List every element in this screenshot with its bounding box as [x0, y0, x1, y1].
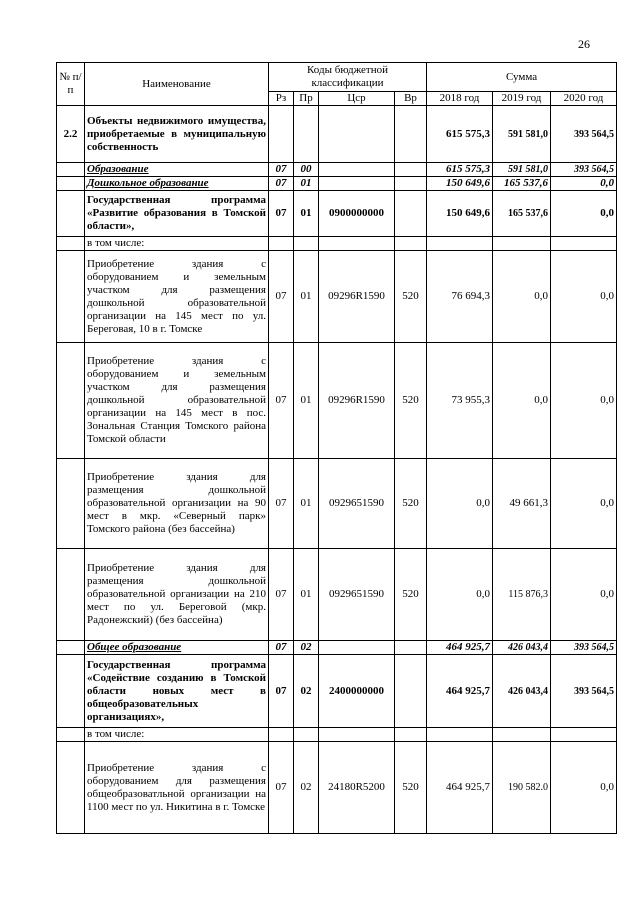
row-csr: 09296R1590 [319, 343, 395, 459]
row-pr: 02 [294, 655, 319, 728]
row-rz: 07 [269, 459, 294, 549]
row-2019: 0,0 [493, 251, 551, 343]
row-pr: 00 [294, 163, 319, 177]
row-2018 [427, 237, 493, 251]
header-pr: Пр [294, 92, 319, 106]
row-2018: 0,0 [427, 459, 493, 549]
table-row [57, 728, 617, 742]
row-name: Общее образование [85, 641, 269, 655]
header-2018: 2018 год [427, 92, 493, 106]
row-rz: 07 [269, 742, 294, 834]
row-rz: 07 [269, 549, 294, 641]
row-vr [395, 191, 427, 237]
row-name: Дошкольное образование [85, 177, 269, 191]
row-2020 [551, 237, 617, 251]
row-csr: 0929651590 [319, 459, 395, 549]
row-2020: 0,0 [551, 549, 617, 641]
row-vr: 520 [395, 343, 427, 459]
row-2019: 591 581,0 [493, 106, 551, 163]
row-no [57, 343, 85, 459]
row-csr [319, 177, 395, 191]
row-no [57, 655, 85, 728]
row-2020: 0,0 [551, 742, 617, 834]
row-rz: 07 [269, 251, 294, 343]
row-2019: 165 537,6 [493, 177, 551, 191]
table-row [57, 549, 617, 641]
header-2020: 2020 год [551, 92, 617, 106]
row-rz: 07 [269, 163, 294, 177]
row-pr: 01 [294, 549, 319, 641]
table-row [57, 655, 617, 728]
row-vr [395, 237, 427, 251]
row-name: Приобретение здания с оборудованием для размещения общеобразоватльной организации на 1100 мест по ул. Никитина в г. Томске [85, 742, 269, 834]
row-name: Приобретение здания с оборудованием и земельным участком для размещения дошкольной образовательной организации на 145 мест по ул. Береговая, 10 в г. Томске [85, 251, 269, 343]
row-2019: 426 043,4 [493, 655, 551, 728]
row-rz: 07 [269, 343, 294, 459]
row-csr [319, 728, 395, 742]
table-row [57, 459, 617, 549]
row-csr: 2400000000 [319, 655, 395, 728]
row-2020: 393 564,5 [551, 641, 617, 655]
row-csr [319, 237, 395, 251]
row-rz [269, 728, 294, 742]
row-pr: 01 [294, 177, 319, 191]
row-pr: 01 [294, 343, 319, 459]
row-pr: 02 [294, 641, 319, 655]
row-2019 [493, 237, 551, 251]
row-csr: 09296R1590 [319, 251, 395, 343]
row-name: Государственная программа «Развитие образования в Томской области», [85, 191, 269, 237]
header-vr: Вр [395, 92, 427, 106]
row-vr [395, 106, 427, 163]
row-2020: 0,0 [551, 251, 617, 343]
row-rz [269, 237, 294, 251]
header-sum: Сумма [427, 63, 617, 92]
header-codes: Коды бюджетной классификации [269, 63, 427, 92]
row-no [57, 549, 85, 641]
row-csr [319, 641, 395, 655]
row-2018: 150 649,6 [427, 191, 493, 237]
row-pr: 01 [294, 191, 319, 237]
table-row [57, 163, 617, 177]
row-csr: 0929651590 [319, 549, 395, 641]
row-2019 [493, 728, 551, 742]
row-no [57, 251, 85, 343]
row-2018: 464 925,7 [427, 742, 493, 834]
row-2018: 464 925,7 [427, 655, 493, 728]
row-2019: 165 537,6 [493, 191, 551, 237]
row-2020: 0,0 [551, 177, 617, 191]
row-name: в том числе: [85, 237, 269, 251]
row-name: Приобретение здания для размещения дошкольной образовательной организации на 90 мест в мкр. «Северный парк» Томского района (без бассейна) [85, 459, 269, 549]
header-csr: Цср [319, 92, 395, 106]
table-row [57, 343, 617, 459]
budget-table [56, 62, 617, 834]
row-2020: 0,0 [551, 191, 617, 237]
table-row [57, 237, 617, 251]
row-2018: 615 575,3 [427, 106, 493, 163]
row-2019: 0,0 [493, 343, 551, 459]
row-rz [269, 106, 294, 163]
row-csr: 0900000000 [319, 191, 395, 237]
row-no [57, 459, 85, 549]
row-name: Приобретение здания с оборудованием и земельным участком для размещения дошкольной образовательной организации на 145 мест в пос. Зональная Станция Томского района Томской области [85, 343, 269, 459]
table-row [57, 191, 617, 237]
row-rz: 07 [269, 191, 294, 237]
row-vr [395, 728, 427, 742]
row-2019: 426 043,4 [493, 641, 551, 655]
row-2019: 49 661,3 [493, 459, 551, 549]
row-vr: 520 [395, 459, 427, 549]
row-2020: 0,0 [551, 343, 617, 459]
row-2018: 73 955,3 [427, 343, 493, 459]
row-no [57, 742, 85, 834]
table-row [57, 251, 617, 343]
row-no [57, 163, 85, 177]
row-vr: 520 [395, 251, 427, 343]
row-2019: 115 876,3 [493, 549, 551, 641]
row-vr [395, 163, 427, 177]
row-2019: 591 581,0 [493, 163, 551, 177]
row-2018: 76 694,3 [427, 251, 493, 343]
row-pr: 01 [294, 459, 319, 549]
row-2020 [551, 728, 617, 742]
row-no [57, 237, 85, 251]
row-vr [395, 641, 427, 655]
row-pr: 02 [294, 742, 319, 834]
row-2020: 393 564,5 [551, 163, 617, 177]
row-name: Объекты недвижимого имущества, приобретаемые в муниципальную собственность [85, 106, 269, 163]
row-rz: 07 [269, 655, 294, 728]
row-no: 2.2 [57, 106, 85, 163]
page-number: 26 [578, 37, 590, 51]
row-vr [395, 655, 427, 728]
row-vr [395, 177, 427, 191]
header-no: № п/п [57, 63, 85, 106]
row-pr: 01 [294, 251, 319, 343]
row-2020: 393 564,5 [551, 655, 617, 728]
table-row [57, 177, 617, 191]
row-2019: 190 582.0 [493, 742, 551, 834]
row-no [57, 641, 85, 655]
table-row [57, 641, 617, 655]
row-csr [319, 163, 395, 177]
row-name: Приобретение здания для размещения дошкольной образовательной организации на 210 мест по ул. Береговой (мкр. Радонежский) (без бассейна) [85, 549, 269, 641]
row-csr [319, 106, 395, 163]
row-vr: 520 [395, 549, 427, 641]
header-2019: 2019 год [493, 92, 551, 106]
header-name: Наименование [85, 63, 269, 106]
row-rz: 07 [269, 177, 294, 191]
header-rz: Рз [269, 92, 294, 106]
row-pr [294, 237, 319, 251]
row-name: Образование [85, 163, 269, 177]
row-pr [294, 728, 319, 742]
row-2020: 393 564,5 [551, 106, 617, 163]
row-name: Государственная программа «Содействие созданию в Томской области новых мест в общеобразовательных организациях», [85, 655, 269, 728]
row-pr [294, 106, 319, 163]
row-vr: 520 [395, 742, 427, 834]
row-2018 [427, 728, 493, 742]
row-2020: 0,0 [551, 459, 617, 549]
row-2018: 150 649,6 [427, 177, 493, 191]
row-2018: 464 925,7 [427, 641, 493, 655]
row-2018: 0,0 [427, 549, 493, 641]
row-2018: 615 575,3 [427, 163, 493, 177]
row-no [57, 191, 85, 237]
row-no [57, 728, 85, 742]
row-csr: 24180R5200 [319, 742, 395, 834]
row-name: в том числе: [85, 728, 269, 742]
row-no [57, 177, 85, 191]
table-row [57, 742, 617, 834]
table-row [57, 106, 617, 163]
row-rz: 07 [269, 641, 294, 655]
